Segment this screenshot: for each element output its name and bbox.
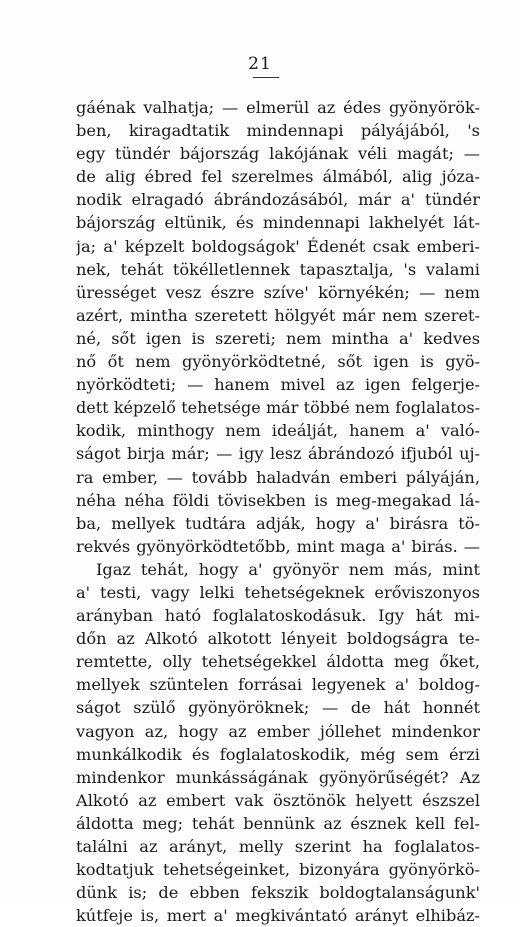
- text-line: rekvés gyönyörködtetőbb, mint maga a' birás. —: [76, 536, 480, 556]
- header-rule: [253, 77, 279, 78]
- text-line: bájország eltünik, és mindennapi lakhelyét lát-: [76, 213, 480, 233]
- text-line: azért, mintha szeretett hölgyét már nem szeret-: [76, 305, 480, 325]
- text-line: néha néha földi tövisekben is meg-megakad lá-: [76, 490, 480, 510]
- text-line: ságot birja már; — igy lesz ábrándozó ifjuból uj-: [76, 444, 480, 464]
- text-line: ürességet vesz észre szíve' környékén; — nem: [76, 282, 480, 302]
- text-line: remtette, olly tehetségekkel áldotta meg őket,: [76, 652, 480, 672]
- text-line: kodtatjuk tehetségeinket, bizonyára gyönyörkö-: [76, 860, 480, 880]
- text-line: kútfeje is, mert a' megkivántató arányt elhibáz-: [76, 906, 480, 926]
- text-line: ra ember, — tovább haladván emberi pályáján,: [76, 467, 480, 487]
- body-text: [76, 96, 480, 927]
- text-line: né, sőt igen is szereti; nem mintha a' kedves: [76, 328, 480, 348]
- text-line: dett képzelő tehetsége már többé nem foglalatos-: [76, 398, 480, 418]
- text-line: munkálkodik és foglalatoskodik, még sem érzi: [76, 744, 480, 764]
- text-line: gáénak valhatja; — elmerül az édes gyönyörök-: [76, 98, 480, 117]
- text-line: de alig ébred fel szerelmes álmából, alig józa-: [76, 167, 480, 187]
- text-line: arányban ható foglalatoskodásuk. Igy hát mi-: [76, 606, 480, 626]
- text-line: ságot szülő gyönyöröknek; — de hát honnét: [76, 698, 480, 718]
- text-line: egy tündér bájország lakójának véli magát; —: [76, 144, 480, 164]
- text-line: Igaz tehát, hogy a' gyönyör nem más, mint: [96, 559, 480, 579]
- text-line: mindenkor munkásságának gyönyörűségét? Az: [76, 767, 480, 787]
- page-number: 21: [248, 54, 272, 74]
- text-line: nodik elragadó ábrándozásából, már a' tündér: [76, 190, 480, 210]
- text-line: dünk is; de ebben fekszik boldogtalanságunk': [76, 883, 480, 903]
- text-line: a' testi, vagy lelki tehetségeknek erőviszonyos: [76, 582, 480, 602]
- text-line: ben, kiragadtatik mindennapi pályájából, 's: [76, 121, 480, 141]
- text-line: Alkotó az embert vak ösztönök helyett észszel: [76, 790, 480, 810]
- text-line: vagyon az, hogy az ember jóllehet mindenkor: [76, 721, 480, 741]
- text-line: nyörködteti; — hanem mivel az igen felgerje-: [76, 375, 480, 395]
- text-line: nő őt nem gyönyörködtetné, sőt igen is gyö-: [76, 352, 480, 372]
- text-line: nek, tehát tökélletlennek tapasztalja, 's valami: [76, 259, 480, 279]
- text-line: ja; a' képzelt boldogságok' Édenét csak emberi-: [76, 236, 480, 256]
- text-line: ba, mellyek tudtára adják, hogy a' birásra tö-: [76, 513, 480, 533]
- text-line: kodik, minthogy nem ideálját, hanem a' való-: [76, 421, 480, 441]
- text-line: áldotta meg; tehát bennünk az észnek kell fel-: [76, 813, 480, 833]
- text-line: dőn az Alkotó alkotott lényeit boldogságra te-: [76, 629, 480, 649]
- text-line: találni az arányt, melly szerint ha foglalatos-: [76, 837, 480, 856]
- text-line: mellyek szüntelen forrásai legyenek a' boldog-: [76, 675, 480, 695]
